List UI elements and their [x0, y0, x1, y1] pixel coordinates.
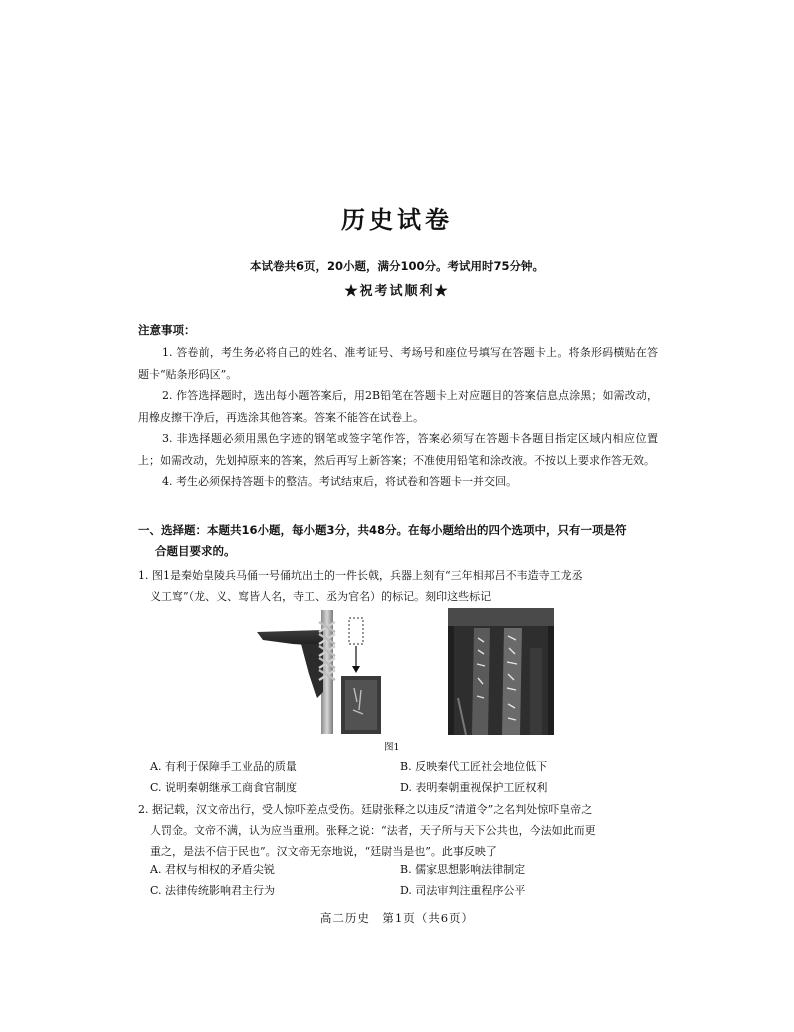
notice-list	[138, 342, 658, 493]
question-1-stem: 1. 图1是秦始皇陵兵马俑一号俑坑出土的一件长戟，兵器上刻有“三年相邦吕不韦造寺工龙丞	[138, 569, 583, 582]
good-luck-banner: ★祝考试顺利★	[344, 284, 450, 299]
inscription-photo	[448, 608, 554, 735]
notice-item: 1. 答卷前，考生务必将自己的姓名、准考证号、考场号和座位号填写在答题卡上。将条形码横贴在答题卡“贴条形码区”。	[138, 346, 658, 381]
section-heading-line: 一、选择题：本题共16小题，每小题3分，共48分。在每小题给出的四个选项中，只有一项是符	[138, 523, 627, 537]
option-b: B. 儒家思想影响法律制定	[400, 863, 526, 876]
question-2-stem: 2. 据记载，汉文帝出行，受人惊吓差点受伤。廷尉张释之以违反“清道令”之名判处惊吓皇帝之	[138, 803, 593, 816]
notice-item: 3. 非选择题必须用黑色字迹的钢笔或签字笔作答，答案必须写在答题卡各题目指定区域内相应位置上；如需改动，先划掉原来的答案，然后再写上新答案；不准使用铅笔和涂改液。不按以上要求作答无效。	[138, 432, 658, 467]
exam-title: 历史试卷	[341, 206, 453, 234]
section-heading-line: 合题目要求的。	[155, 544, 236, 558]
option-b: B. 反映秦代工匠社会地位低下	[400, 760, 548, 773]
notice-heading: 注意事项：	[138, 323, 196, 337]
notice-item: 2. 作答选择题时，选出每小题答案后，用2B铅笔在答题卡上对应题目的答案信息点涂黑；如需改动，用橡皮擦干净后，再选涂其他答案。答案不能答在试卷上。	[138, 389, 658, 424]
question-2-stem: 人罚金。文帝不满，认为应当重刑。张释之说：“法者，天子所与天下公共也，今法如此而更	[150, 824, 596, 837]
option-c: C. 法律传统影响君主行为	[150, 884, 276, 897]
question-1	[138, 565, 660, 607]
section-heading	[138, 520, 660, 562]
question-2	[138, 799, 660, 862]
option-d: D. 表明秦朝重视保护工匠权利	[400, 781, 548, 794]
notice-item: 4. 考生必须保持答题卡的整洁。考试结束后，将试卷和答题卡一并交回。	[162, 475, 517, 488]
option-a: A. 君权与相权的矛盾尖锐	[150, 863, 275, 876]
option-c: C. 说明秦朝继承工商食官制度	[150, 781, 298, 794]
question-2-options	[150, 859, 650, 901]
option-d: D. 司法审判注重程序公平	[400, 884, 526, 897]
question-1-stem: 义工窎”（龙、义、窎皆人名，寺工、丞为官名）的标记。刻印这些标记	[150, 590, 492, 603]
figure-1-caption: 图1	[384, 742, 400, 753]
page-footer: 高二历史 第1页（共6页）	[319, 911, 475, 925]
question-2-stem: 重之，是法不信于民也”。汉文帝无奈地说，“廷尉当是也”。此事反映了	[150, 845, 497, 858]
halberd-photo	[253, 610, 381, 734]
exam-subtitle: 本试卷共6页，20小题，满分100分。考试用时75分钟。	[249, 259, 544, 273]
option-a: A. 有利于保障手工业品的质量	[150, 760, 297, 773]
question-1-options	[150, 756, 650, 798]
